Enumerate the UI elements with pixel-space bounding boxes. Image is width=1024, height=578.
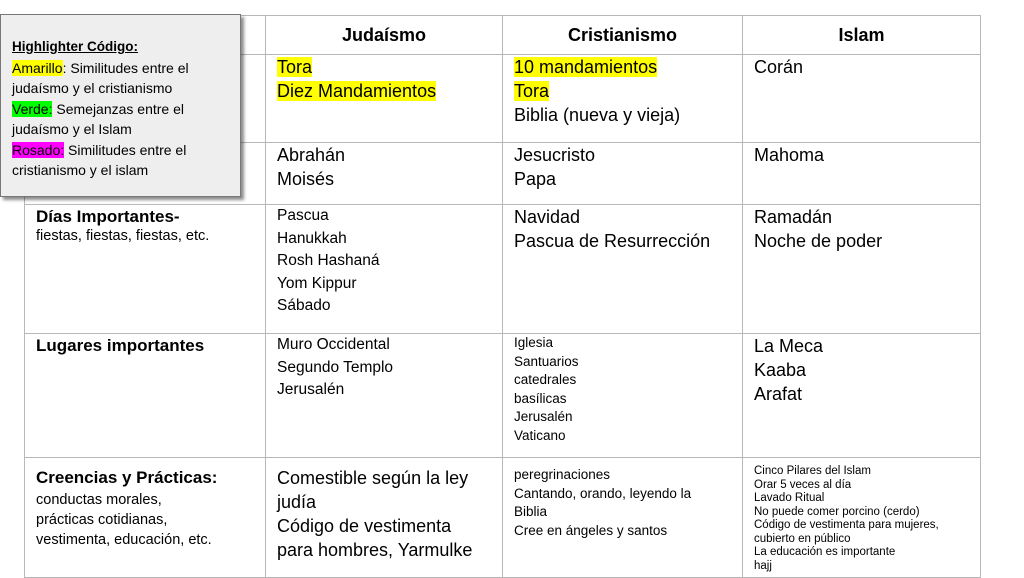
table-row-creencias (25, 458, 981, 578)
cell-line: Código de vestimenta (277, 516, 452, 536)
cell-line: Tora (514, 81, 550, 101)
highlighter-legend (0, 14, 241, 197)
cell-line: La educación es importante (754, 546, 896, 558)
cell-line: Biblia (514, 504, 548, 519)
row-subtitle: prácticas cotidianas, (36, 512, 168, 528)
legend-yellow-text: : Similitudes entre el (62, 59, 189, 76)
cell-line: Santuarios (514, 353, 579, 369)
cell-line: Biblia (nueva y vieja) (514, 105, 681, 125)
cell-lugares-cristianismo (503, 334, 743, 458)
cell-line: catedrales (514, 372, 577, 387)
cell-line: Noche de poder (754, 231, 883, 251)
cell-line: Tora (277, 57, 313, 77)
cell-line: Cinco Pilares del Islam (754, 465, 871, 477)
cell-line: Moisés (277, 169, 335, 189)
cell-line: Jerusalén (277, 381, 345, 398)
cell-dias-islam (743, 205, 981, 334)
cell-line: Lavado Ritual (754, 492, 825, 504)
cell-dias-cristianismo (503, 205, 743, 334)
table-row-lugares (25, 334, 981, 458)
cell-line: Papa (514, 169, 557, 189)
cell-line: Pascua (277, 207, 329, 224)
row-header: Días Importantes- (36, 207, 180, 226)
legend-title: Highlighter Código: (12, 39, 138, 54)
cell-line: La Meca (754, 336, 824, 356)
legend-green (12, 99, 240, 120)
row-subtitle: fiestas, fiestas, fiestas, etc. (36, 228, 210, 244)
cell-line: Corán (754, 57, 804, 77)
cell-line: cubierto en público (754, 532, 851, 545)
cell-line: Jesucristo (514, 145, 596, 165)
row-label-lugares (25, 334, 266, 458)
legend-yellow (12, 58, 240, 79)
header-islam: Islam (743, 16, 981, 55)
cell-line: 10 mandamientos (514, 57, 658, 77)
cell-line: Vaticano (514, 427, 566, 443)
header-cristianismo: Cristianismo (503, 16, 743, 55)
row-subtitle: vestimenta, educación, etc. (36, 532, 212, 548)
cell-line: Cantando, orando, leyendo la (514, 485, 692, 501)
cell-figuras-islam (743, 143, 981, 205)
header-judaismo: Judaísmo (266, 16, 503, 55)
cell-line: peregrinaciones (514, 467, 611, 482)
cell-creencias-cristianismo (503, 458, 743, 578)
row-label-dias (25, 205, 266, 334)
cell-line: Hanukkah (277, 229, 347, 247)
cell-line: Navidad (514, 207, 581, 227)
row-header: Creencias y Prácticas: (36, 468, 218, 487)
cell-line: Diez Mandamientos (277, 81, 437, 101)
legend-pink-label: Rosado: (12, 141, 65, 158)
legend-pink (12, 140, 240, 161)
cell-line: hajj (754, 559, 772, 572)
row-label-creencias (25, 458, 266, 578)
cell-line: Ramadán (754, 207, 833, 227)
table-row-dias (25, 205, 981, 334)
cell-line: Pascua de Resurrección (514, 231, 711, 251)
cell-line: Iglesia (514, 335, 554, 350)
cell-line: No puede comer porcino (cerdo) (754, 505, 920, 518)
cell-creencias-islam (743, 458, 981, 578)
legend-green-text: Semejanzas entre el (52, 100, 185, 117)
cell-line: Rosh Hashaná (277, 252, 380, 269)
cell-line: Mahoma (754, 145, 825, 165)
cell-line: judía (277, 492, 317, 512)
cell-figuras-cristianismo (503, 143, 743, 205)
legend-green-text2: judaísmo y el Islam (12, 121, 132, 137)
cell-lugares-judaismo (266, 334, 503, 458)
cell-line: Abrahán (277, 145, 346, 165)
cell-line: Código de vestimenta para mujeres, (754, 519, 939, 531)
cell-line: Kaaba (754, 360, 807, 380)
cell-dias-judaismo (266, 205, 503, 334)
cell-textos-islam (743, 55, 981, 143)
legend-green-label: Verde: (12, 100, 53, 117)
legend-yellow-label: Amarillo (12, 59, 63, 76)
cell-line: para hombres, Yarmulke (277, 540, 473, 560)
cell-line: Sábado (277, 297, 331, 314)
cell-line: Yom Kippur (277, 274, 357, 292)
cell-lugares-islam (743, 334, 981, 458)
cell-line: Arafat (754, 384, 803, 404)
cell-line: Cree en ángeles y santos (514, 522, 668, 538)
cell-figuras-judaismo (266, 143, 503, 205)
cell-line: basílicas (514, 390, 567, 406)
row-subtitle: conductas morales, (36, 492, 162, 508)
legend-yellow-text2: judaísmo y el cristianismo (12, 80, 173, 96)
legend-pink-text: Similitudes entre el (64, 141, 187, 158)
cell-line: Jerusalén (514, 409, 573, 424)
cell-line: Muro Occidental (277, 336, 390, 353)
cell-line: Comestible según la ley (277, 468, 469, 488)
row-header: Lugares importantes (36, 336, 205, 355)
cell-textos-judaismo (266, 55, 503, 143)
cell-textos-cristianismo (503, 55, 743, 143)
cell-line: Segundo Templo (277, 358, 394, 376)
cell-line: Orar 5 veces al día (754, 478, 852, 491)
cell-creencias-judaismo (266, 458, 503, 578)
legend-pink-text2: cristianismo y el islam (12, 162, 149, 178)
